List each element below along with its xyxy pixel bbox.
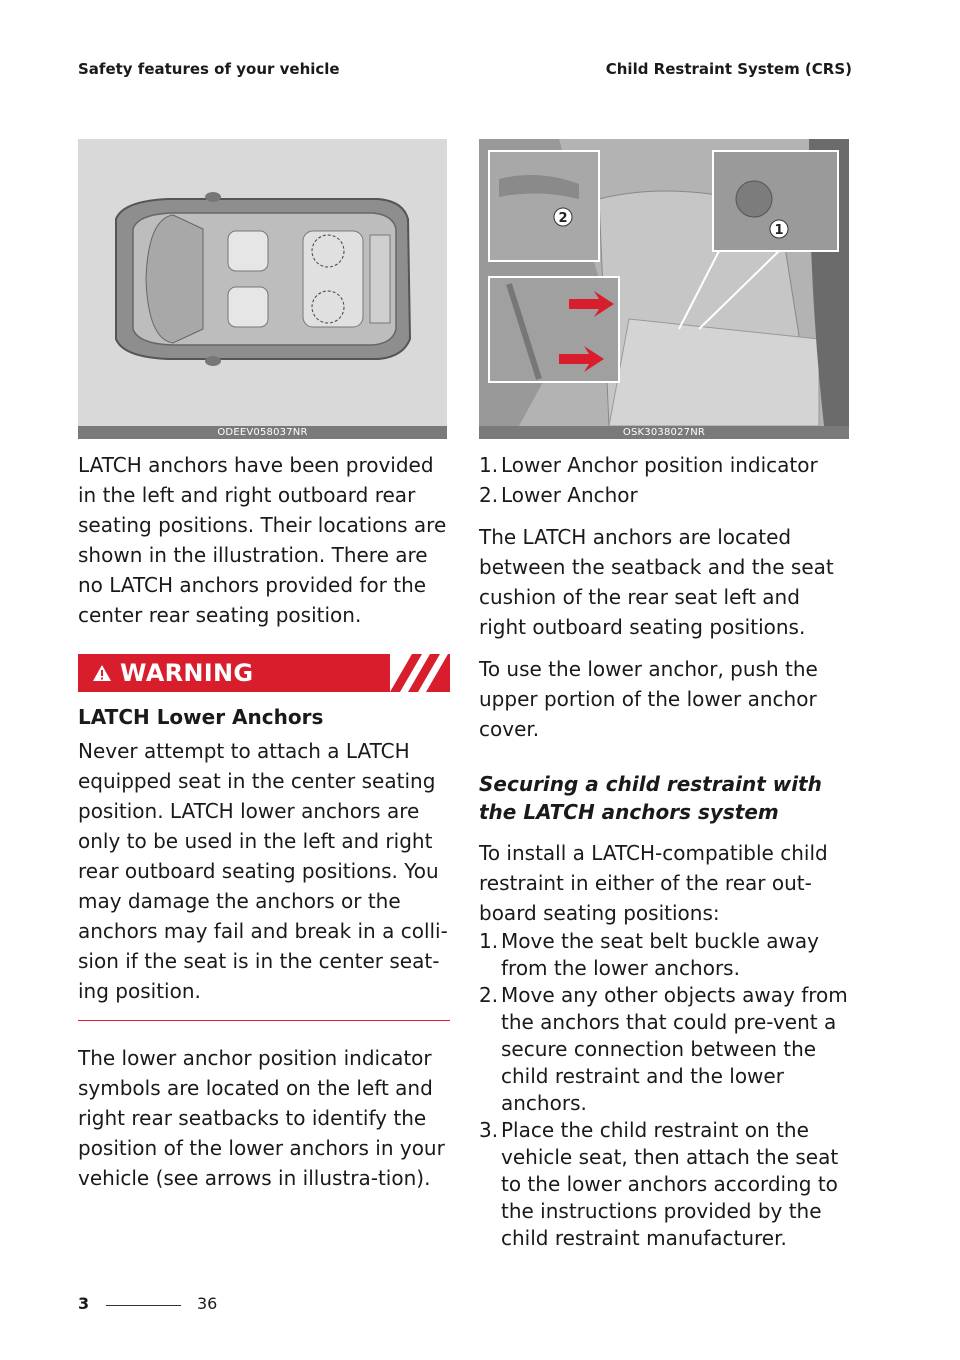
warning-triangle-icon xyxy=(92,663,112,683)
warning-banner xyxy=(78,654,450,692)
right-column xyxy=(479,450,851,1252)
figure-legend-list xyxy=(479,450,851,510)
warning-title: LATCH Lower Anchors xyxy=(78,705,324,729)
rear-seat-figure xyxy=(479,139,849,439)
list-item: 2. Move any other objects away from the anchors that could pre-vent a secure connection between the child restraint and the lower anchors. xyxy=(479,983,848,1115)
car-top-view-illustration xyxy=(78,139,447,426)
figure-caption-left: ODEEV058037NR xyxy=(78,426,447,439)
warning-label: WARNING xyxy=(120,659,254,687)
footer-page-number: 36 xyxy=(197,1294,218,1313)
indicator-paragraph: The lower anchor position indicator symbols are located on the left and right rear seatbacks to identify the position of the lower anchors in your vehicle (see arrows in illustra-tion). xyxy=(78,1046,445,1190)
footer-divider xyxy=(106,1305,181,1306)
header-section-title: Safety features of your vehicle xyxy=(78,60,340,78)
figure-caption-right: OSK3038027NR xyxy=(479,426,849,439)
header-chapter-title: Child Restraint System (CRS) xyxy=(605,60,852,78)
warning-slash-mark-icon xyxy=(390,654,450,692)
footer-section-number: 3 xyxy=(78,1294,90,1313)
callout-1: 1 xyxy=(774,223,784,238)
latch-intro-paragraph: LATCH anchors have been provided in the left and right outboard rear seating positions. Their locations are shown in the illustration. There are no LATCH anchors provided for the center rear seating position. xyxy=(78,453,447,627)
warning-end-rule xyxy=(78,1020,450,1021)
list-item: 2. Lower Anchor xyxy=(479,483,638,507)
list-item: 3. Place the child restraint on the vehicle seat, then attach the seat to the lower anchors according to the instructions provided by the child restraint manufacturer. xyxy=(479,1118,839,1250)
list-item: 1. Move the seat belt buckle away from the lower anchors. xyxy=(479,929,819,980)
car-top-view-figure xyxy=(78,139,447,439)
callout-2: 2 xyxy=(558,211,568,226)
rear-seat-illustration xyxy=(479,139,849,426)
left-column xyxy=(78,450,450,1193)
install-steps-list xyxy=(479,928,851,1252)
anchor-cover-paragraph: To use the lower anchor, push the upper portion of the lower anchor cover. xyxy=(479,657,818,741)
anchor-location-paragraph: The LATCH anchors are located between the seatback and the seat cushion of the rear seat left and right outboard seating positions. xyxy=(479,525,834,639)
warning-text: Never attempt to attach a LATCH equipped seat in the center seating position. LATCH lower anchors are only to be used in the left and right rear outboard seating positions. You may damage the anchors or the anchors may fail and break in a colli-sion if the seat is in the center seat-ing position. xyxy=(78,739,448,1003)
list-item: 1. Lower Anchor position indicator xyxy=(479,453,818,477)
install-intro-paragraph: To install a LATCH-compatible child restraint in either of the rear out-board seating positions: xyxy=(479,841,828,925)
section-subheading: Securing a child restraint with the LATCH anchors system xyxy=(479,772,822,824)
